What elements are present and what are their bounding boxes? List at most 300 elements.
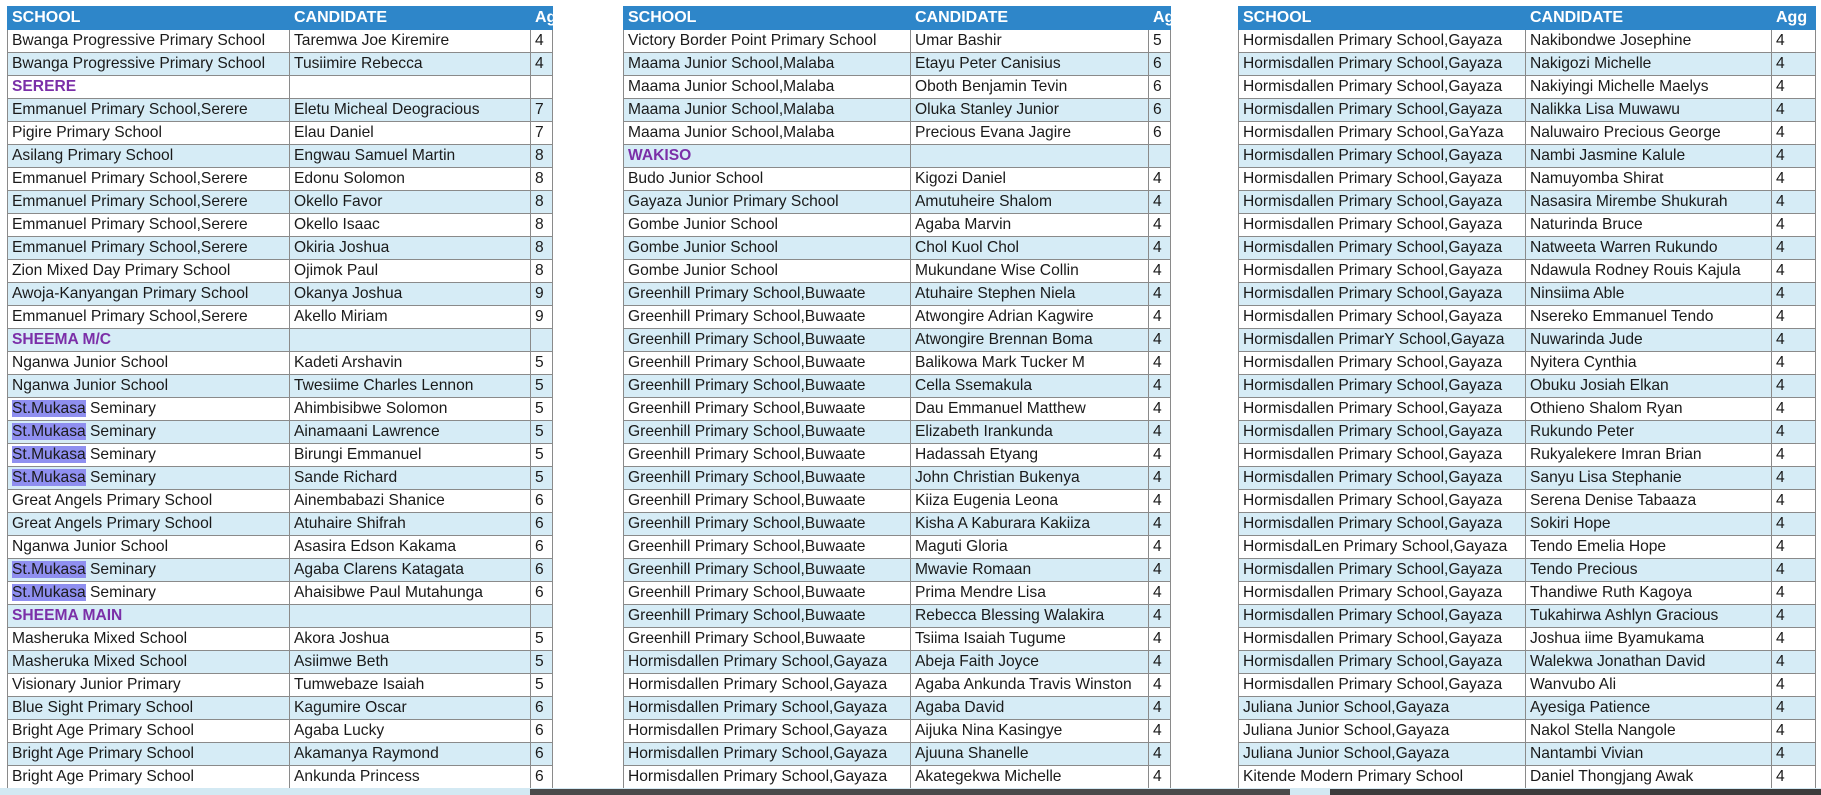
school-cell: Hormisdallen Primary School,Gayaza [1239,651,1526,674]
school-cell: Hormisdallen Primary School,Gayaza [1239,237,1526,260]
candidate-cell: Akora Joshua [290,628,531,651]
school-cell: Greenhill Primary School,Buwaate [624,605,911,628]
candidate-cell: Amutuheire Shalom [911,191,1149,214]
district-row [624,145,1171,168]
candidate-cell: Umar Bashir [911,30,1149,53]
school-cell: Hormisdallen Primary School,Gayaza [624,720,911,743]
agg-cell: 6 [1149,53,1171,76]
agg-cell: 4 [1772,605,1816,628]
school-cell: Hormisdallen Primary School,Gayaza [624,766,911,789]
candidate-cell: Ndawula Rodney Rouis Kajula [1526,260,1772,283]
table-row [1239,766,1816,789]
school-cell: Hormisdallen Primary School,Gayaza [1239,168,1526,191]
candidate-cell: Obuku Josiah Elkan [1526,375,1772,398]
candidate-cell: Elau Daniel [290,122,531,145]
table-row [624,398,1171,421]
school-cell: Victory Border Point Primary School [624,30,911,53]
table-row [1239,697,1816,720]
school-cell [8,582,290,605]
agg-cell: 4 [1149,191,1171,214]
school-cell: Visionary Junior Primary [8,674,290,697]
district-row [8,76,553,99]
agg-cell: 4 [1772,444,1816,467]
table-row [1239,237,1816,260]
table-row [1239,559,1816,582]
agg-cell: 4 [1772,674,1816,697]
candidate-cell [290,76,531,99]
agg-cell: 4 [1772,582,1816,605]
school-cell: Hormisdallen Primary School,Gayaza [1239,375,1526,398]
school-cell: Hormisdallen Primary School,Gayaza [1239,513,1526,536]
candidate-cell: Precious Evana Jagire [911,122,1149,145]
school-cell: Bright Age Primary School [8,720,290,743]
school-cell: Hormisdallen Primary School,Gayaza [1239,260,1526,283]
school-cell: SHEEMA M/C [8,329,290,352]
school-cell: Great Angels Primary School [8,513,290,536]
agg-cell: 4 [1772,283,1816,306]
table-row [624,53,1171,76]
table-row [624,651,1171,674]
candidate-cell: Tendo Precious [1526,559,1772,582]
school-cell: Gombe Junior School [624,214,911,237]
school-cell: Gombe Junior School [624,260,911,283]
school-cell: Greenhill Primary School,Buwaate [624,421,911,444]
agg-cell: 4 [1772,30,1816,53]
candidate-cell: Ojimok Paul [290,260,531,283]
candidate-cell: Walekwa Jonathan David [1526,651,1772,674]
agg-cell: 6 [531,582,553,605]
table-row [8,467,553,490]
school-cell: Greenhill Primary School,Buwaate [624,628,911,651]
agg-cell: 9 [531,283,553,306]
candidate-cell: Namuyomba Shirat [1526,168,1772,191]
school-cell: SHEEMA MAIN [8,605,290,628]
agg-cell: 6 [531,536,553,559]
table-row [8,145,553,168]
table-row [8,191,553,214]
school-header: SCHOOL [8,7,290,30]
results-table-middle [623,6,1185,789]
table-row [1239,99,1816,122]
table-row [8,122,553,145]
candidate-cell: Asasira Edson Kakama [290,536,531,559]
agg-cell [531,329,553,352]
results-table-left [7,6,567,789]
candidate-cell [290,605,531,628]
candidate-cell: Hadassah Etyang [911,444,1149,467]
agg-cell: 4 [1772,398,1816,421]
table-row [1239,582,1816,605]
agg-cell: 7 [531,122,553,145]
agg-cell: 5 [531,651,553,674]
school-cell [8,421,290,444]
school-cell: WAKISO [624,145,911,168]
school-cell: Bright Age Primary School [8,766,290,789]
school-cell: Greenhill Primary School,Buwaate [624,582,911,605]
candidate-cell: Nuwarinda Jude [1526,329,1772,352]
candidate-cell: Taremwa Joe Kiremire [290,30,531,53]
search-highlight: St.Mukasa [12,400,86,417]
table-header-row [624,7,1171,30]
table-row [1239,122,1816,145]
agg-cell: 8 [531,145,553,168]
agg-cell: 6 [1149,122,1171,145]
table-row [8,375,553,398]
agg-cell: 4 [1149,605,1171,628]
table-row [624,122,1171,145]
school-cell: Nganwa Junior School [8,352,290,375]
agg-cell: 5 [531,628,553,651]
table-row [624,306,1171,329]
school-cell: Greenhill Primary School,Buwaate [624,283,911,306]
candidate-cell: Oluka Stanley Junior [911,99,1149,122]
agg-cell: 4 [1149,697,1171,720]
agg-cell: 8 [531,260,553,283]
agg-cell: 6 [1149,99,1171,122]
table-row [8,53,553,76]
agg-cell: 6 [531,513,553,536]
table-row [624,536,1171,559]
school-name-rest: Seminary [90,423,156,440]
school-cell: Hormisdallen PrimarY School,Gayaza [1239,329,1526,352]
candidate-cell: Tsiima Isaiah Tugume [911,628,1149,651]
table-row [8,421,553,444]
candidate-cell: Agaba David [911,697,1149,720]
school-cell: Greenhill Primary School,Buwaate [624,559,911,582]
table-row [8,352,553,375]
candidate-header: CANDIDATE [290,7,531,30]
school-cell: Hormisdallen Primary School,Gayaza [624,651,911,674]
candidate-cell: Balikowa Mark Tucker M [911,352,1149,375]
candidate-cell: Akategekwa Michelle [911,766,1149,789]
table-row [624,214,1171,237]
district-row [8,605,553,628]
candidate-cell: Kiiza Eugenia Leona [911,490,1149,513]
candidate-cell: Nakibondwe Josephine [1526,30,1772,53]
agg-cell: 4 [1149,559,1171,582]
school-cell: Hormisdallen Primary School,Gayaza [1239,467,1526,490]
table-row [624,697,1171,720]
school-cell: Greenhill Primary School,Buwaate [624,329,911,352]
table-row [624,421,1171,444]
agg-cell: 4 [1149,168,1171,191]
school-cell: Nganwa Junior School [8,375,290,398]
school-header: SCHOOL [624,7,911,30]
table-row [8,490,553,513]
agg-cell: 4 [1772,720,1816,743]
agg-cell: 4 [1772,260,1816,283]
agg-cell: 4 [1149,260,1171,283]
candidate-cell: Atuhaire Shifrah [290,513,531,536]
school-cell: Hormisdallen Primary School,Gayaza [624,697,911,720]
school-cell: Hormisdallen Primary School,Gayaza [1239,674,1526,697]
table-row [8,766,553,789]
candidate-cell: Sokiri Hope [1526,513,1772,536]
school-cell: Kitende Modern Primary School [1239,766,1526,789]
table-row [1239,352,1816,375]
candidate-cell: Eletu Micheal Deogracious [290,99,531,122]
agg-cell: 4 [1149,720,1171,743]
candidate-cell: Mwavie Romaan [911,559,1149,582]
table-row [624,490,1171,513]
candidate-header: CANDIDATE [911,7,1149,30]
candidate-cell: Tukahirwa Ashlyn Gracious [1526,605,1772,628]
agg-cell: 4 [1772,513,1816,536]
agg-cell: 4 [1772,421,1816,444]
search-highlight: St.Mukasa [12,446,86,463]
candidate-cell: Agaba Clarens Katagata [290,559,531,582]
school-cell: Gombe Junior School [624,237,911,260]
table-row [1239,306,1816,329]
school-cell: Maama Junior School,Malaba [624,76,911,99]
table-row [1239,720,1816,743]
agg-cell: 4 [1772,628,1816,651]
candidate-cell: Agaba Lucky [290,720,531,743]
table-row [8,444,553,467]
candidate-cell: Prima Mendre Lisa [911,582,1149,605]
school-cell: Masheruka Mixed School [8,651,290,674]
agg-cell: 4 [1772,651,1816,674]
candidate-cell: Aijuka Nina Kasingye [911,720,1149,743]
agg-cell: 6 [531,766,553,789]
search-highlight: St.Mukasa [12,469,86,486]
school-cell: Greenhill Primary School,Buwaate [624,375,911,398]
horizontal-scrollbar[interactable] [530,789,1290,795]
agg-cell: 4 [1149,674,1171,697]
candidate-cell: Nyitera Cynthia [1526,352,1772,375]
candidate-cell: Okanya Joshua [290,283,531,306]
candidate-cell: Ainembabazi Shanice [290,490,531,513]
table-row [1239,605,1816,628]
agg-cell: 6 [531,697,553,720]
table-row [8,398,553,421]
school-cell: Emmanuel Primary School,Serere [8,214,290,237]
candidate-cell: Akello Miriam [290,306,531,329]
table-row [624,260,1171,283]
table-row [1239,743,1816,766]
school-name-rest: Seminary [90,446,156,463]
agg-cell: 4 [1772,375,1816,398]
agg-cell: 4 [1772,743,1816,766]
school-cell: Pigire Primary School [8,122,290,145]
candidate-cell: Nambi Jasmine Kalule [1526,145,1772,168]
candidate-header: CANDIDATE [1526,7,1772,30]
agg-cell: 4 [1149,651,1171,674]
table-row [624,467,1171,490]
agg-cell: 4 [1772,99,1816,122]
agg-cell: 4 [1772,76,1816,99]
agg-cell: 4 [1149,329,1171,352]
school-cell: Hormisdallen Primary School,Gayaza [1239,628,1526,651]
agg-header: Agg [1772,7,1816,30]
candidate-cell: Tumwebaze Isaiah [290,674,531,697]
table-row [624,513,1171,536]
agg-cell: 4 [1149,352,1171,375]
table-row [8,628,553,651]
agg-cell: 6 [531,720,553,743]
school-cell: Hormisdallen Primary School,Gayaza [1239,490,1526,513]
agg-cell: 4 [1149,306,1171,329]
candidate-cell: Engwau Samuel Martin [290,145,531,168]
school-cell: Greenhill Primary School,Buwaate [624,513,911,536]
candidate-cell: Oboth Benjamin Tevin [911,76,1149,99]
school-cell: Greenhill Primary School,Buwaate [624,398,911,421]
table-row [8,582,553,605]
agg-cell: 6 [531,490,553,513]
candidate-cell: Atuhaire Stephen Niela [911,283,1149,306]
agg-cell: 4 [1149,398,1171,421]
agg-cell: 4 [1149,214,1171,237]
school-cell: Awoja-Kanyangan Primary School [8,283,290,306]
candidate-cell: Tusiimire Rebecca [290,53,531,76]
agg-cell: 4 [1772,490,1816,513]
agg-cell: 4 [1149,467,1171,490]
candidate-cell: Naturinda Bruce [1526,214,1772,237]
table-row [8,513,553,536]
table-row [624,99,1171,122]
agg-cell: 4 [1149,582,1171,605]
candidate-cell: Birungi Emmanuel [290,444,531,467]
table-row [624,329,1171,352]
table-row [1239,191,1816,214]
table-row [1239,214,1816,237]
school-cell: Hormisdallen Primary School,Gayaza [1239,76,1526,99]
candidate-cell: Abeja Faith Joyce [911,651,1149,674]
bottom-edge-bar [1330,789,1821,795]
table-header-row [8,7,553,30]
candidate-cell: Cella Ssemakula [911,375,1149,398]
agg-cell [531,605,553,628]
school-cell: HormisdalLen Primary School,Gayaza [1239,536,1526,559]
agg-cell: 4 [1772,214,1816,237]
agg-cell: 4 [1772,168,1816,191]
table-row [1239,329,1816,352]
table-row [1239,398,1816,421]
candidate-cell: Wanvubo Ali [1526,674,1772,697]
candidate-cell: Kagumire Oscar [290,697,531,720]
school-cell: Zion Mixed Day Primary School [8,260,290,283]
candidate-cell: Thandiwe Ruth Kagoya [1526,582,1772,605]
school-cell: Maama Junior School,Malaba [624,53,911,76]
school-cell: Hormisdallen Primary School,Gayaza [1239,559,1526,582]
table-row [1239,421,1816,444]
agg-cell: 8 [531,214,553,237]
table-row [1239,260,1816,283]
agg-cell: 4 [1772,536,1816,559]
school-cell [8,559,290,582]
agg-cell: 4 [1149,536,1171,559]
agg-cell: 4 [1149,421,1171,444]
candidate-cell: Natweeta Warren Rukundo [1526,237,1772,260]
agg-header: Agg [1149,7,1171,30]
table-row [8,283,553,306]
agg-cell: 8 [531,168,553,191]
candidate-cell: Serena Denise Tabaaza [1526,490,1772,513]
table-row [624,766,1171,789]
table-row [8,260,553,283]
candidate-cell: Ajuuna Shanelle [911,743,1149,766]
agg-cell: 4 [1772,145,1816,168]
school-cell [8,467,290,490]
agg-cell: 7 [531,99,553,122]
search-highlight: St.Mukasa [12,584,86,601]
candidate-cell: Asiimwe Beth [290,651,531,674]
agg-cell: 4 [531,53,553,76]
table-row [1239,76,1816,99]
candidate-cell: Kigozi Daniel [911,168,1149,191]
school-cell: Hormisdallen Primary School,Gayaza [1239,191,1526,214]
school-name-rest: Seminary [90,400,156,417]
table-row [624,605,1171,628]
table-row [1239,674,1816,697]
search-highlight: St.Mukasa [12,423,86,440]
agg-cell: 4 [1149,513,1171,536]
school-cell: SERERE [8,76,290,99]
candidate-cell: Nalikka Lisa Muwawu [1526,99,1772,122]
agg-cell: 6 [531,559,553,582]
school-cell: Gayaza Junior Primary School [624,191,911,214]
school-cell: Hormisdallen Primary School,GaYaza [1239,122,1526,145]
agg-cell: 5 [531,398,553,421]
agg-cell: 4 [1772,766,1816,789]
candidate-cell: Kadeti Arshavin [290,352,531,375]
candidate-cell: Okiria Joshua [290,237,531,260]
school-cell: Greenhill Primary School,Buwaate [624,352,911,375]
school-cell [8,444,290,467]
candidate-cell [290,329,531,352]
table-row [8,99,553,122]
candidate-cell: Ninsiima Able [1526,283,1772,306]
candidate-cell: Nsereko Emmanuel Tendo [1526,306,1772,329]
candidate-cell: Agaba Ankunda Travis Winston [911,674,1149,697]
table-row [8,674,553,697]
candidate-cell: Okello Favor [290,191,531,214]
agg-cell: 4 [1772,306,1816,329]
school-cell: Bwanga Progressive Primary School [8,30,290,53]
agg-cell [1149,145,1171,168]
agg-cell: 4 [1772,329,1816,352]
candidate-cell: Nakiyingi Michelle Maelys [1526,76,1772,99]
candidate-cell: Rukyalekere Imran Brian [1526,444,1772,467]
candidate-cell: Ainamaani Lawrence [290,421,531,444]
candidate-cell: Sanyu Lisa Stephanie [1526,467,1772,490]
agg-cell: 4 [1772,467,1816,490]
agg-cell: 4 [1149,628,1171,651]
school-cell: Hormisdallen Primary School,Gayaza [624,674,911,697]
agg-cell: 8 [531,191,553,214]
agg-cell: 5 [531,352,553,375]
school-cell: Maama Junior School,Malaba [624,99,911,122]
agg-cell: 5 [531,467,553,490]
candidate-cell: Ayesiga Patience [1526,697,1772,720]
candidate-cell: Twesiime Charles Lennon [290,375,531,398]
table-row [1239,53,1816,76]
table-row [1239,536,1816,559]
agg-cell: 4 [1772,122,1816,145]
school-cell: Greenhill Primary School,Buwaate [624,444,911,467]
candidate-cell: John Christian Bukenya [911,467,1149,490]
school-cell: Hormisdallen Primary School,Gayaza [1239,306,1526,329]
table-row [1239,145,1816,168]
candidate-cell: Ahaisibwe Paul Mutahunga [290,582,531,605]
agg-cell: 4 [1772,237,1816,260]
table-row [624,444,1171,467]
school-cell: Greenhill Primary School,Buwaate [624,306,911,329]
agg-cell: 4 [1772,352,1816,375]
school-name-rest: Seminary [90,469,156,486]
agg-cell: 4 [1149,375,1171,398]
candidate-cell: Nasasira Mirembe Shukurah [1526,191,1772,214]
